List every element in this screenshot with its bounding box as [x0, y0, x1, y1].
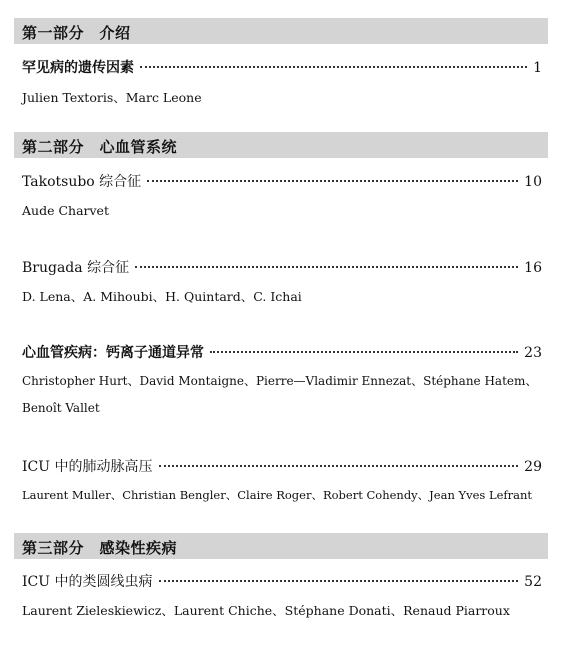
dot-leader — [159, 464, 519, 467]
section-title: 第二部分 心血管系统 — [22, 138, 178, 156]
page-number: 23 — [524, 345, 542, 361]
entry-title: Brugada 综合征 — [22, 260, 130, 276]
toc-entry[interactable] — [22, 456, 542, 478]
toc-entry[interactable] — [22, 257, 542, 279]
entry-authors — [22, 197, 547, 224]
section-title: 第一部分 介绍 — [22, 24, 131, 42]
page-number: 29 — [524, 459, 542, 475]
author-line: Christopher Hurt、David Montaigne、Pierre—Vladimir Ennezat、Stéphane Hatem、 — [22, 374, 538, 388]
entry-title: ICU 中的肺动脉高压 — [22, 459, 153, 475]
entry-title: 心血管疾病：钙离子通道异常 — [22, 345, 204, 361]
page-number: 10 — [524, 174, 542, 190]
entry-title: Takotsubo 综合征 — [22, 174, 142, 190]
section-header — [14, 533, 548, 559]
dot-leader — [147, 179, 518, 182]
entry-authors — [22, 482, 547, 509]
section-header — [14, 132, 548, 158]
entry-authors — [22, 84, 547, 111]
entry-title: ICU 中的类圆线虫病 — [22, 574, 153, 590]
toc-entry[interactable] — [22, 171, 542, 193]
entry-title: 罕见病的遗传因素 — [22, 60, 134, 76]
entry-authors — [22, 597, 547, 624]
page-number: 1 — [533, 60, 542, 76]
dot-leader — [135, 265, 518, 268]
section-header — [14, 18, 548, 44]
toc-entry[interactable] — [22, 342, 542, 364]
entry-authors — [22, 368, 547, 422]
author-line: Laurent Zieleskiewicz、Laurent Chiche、Stéphane Donati、Renaud Piarroux — [22, 603, 510, 618]
page-number: 52 — [524, 574, 542, 590]
dot-leader — [159, 579, 519, 582]
author-line: D. Lena、A. Mihoubi、H. Quintard、C. Ichai — [22, 289, 302, 304]
page-number: 16 — [524, 260, 542, 276]
author-line: Julien Textoris、Marc Leone — [22, 90, 202, 105]
dot-leader — [140, 65, 527, 68]
author-line: Laurent Muller、Christian Bengler、Claire Roger、Robert Cohendy、Jean Yves Lefrant — [22, 488, 533, 502]
author-line: Benoît Vallet — [22, 401, 100, 415]
author-line: Aude Charvet — [22, 203, 109, 218]
section-title: 第三部分 感染性疾病 — [22, 539, 178, 557]
entry-authors — [22, 283, 547, 310]
dot-leader — [210, 350, 518, 353]
toc-entry[interactable] — [22, 57, 542, 79]
toc-entry[interactable] — [22, 571, 542, 593]
